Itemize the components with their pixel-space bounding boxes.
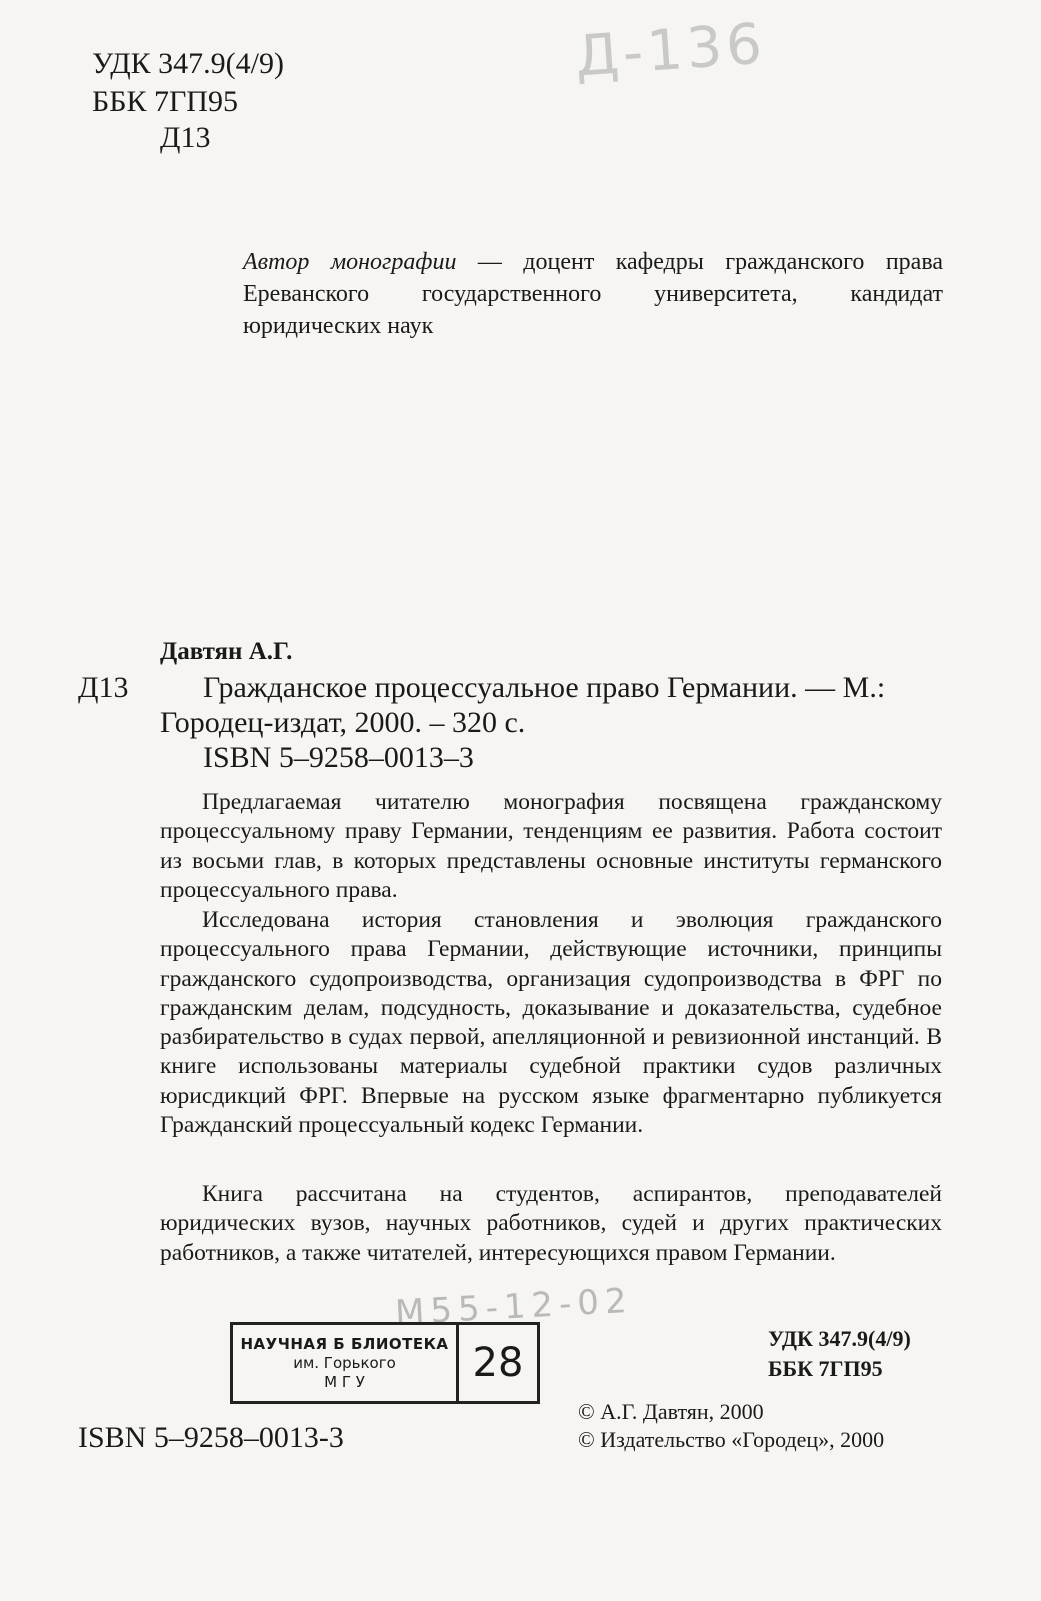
abstract-paragraph-1: Предлагаемая читателю монография посвящена гражданскому процессуальному праву Германии, тенденциям ее развития. Работа состоит из восьми глав, в которых представлены основные институты германского процессуального права. xyxy=(160,789,942,903)
stamp-line-1: НАУЧНАЯ Б БЛИОТЕКА xyxy=(240,1334,449,1353)
stamp-line-3: М Г У xyxy=(324,1372,365,1391)
udk-code: УДК 347.9(4/9) xyxy=(92,47,284,80)
citation-margin-code: Д13 xyxy=(78,671,129,704)
citation-author: Давтян А.Г. xyxy=(160,638,293,665)
abstract-paragraph-3: Книга рассчитана на студентов, аспирантов, преподавателей юридических вузов, научных работников, судей и других практических работников, а также читателей, интересующихся правом Германии. xyxy=(160,1181,942,1266)
bbk-code: ББК 7ГП95 xyxy=(92,85,238,118)
citation-title-line1: Гражданское процессуальное право Германии. — М.: xyxy=(203,671,886,704)
author-note-lead: Автор монографии xyxy=(243,249,457,275)
handwritten-shelf-mark: Д-136 xyxy=(572,11,768,90)
footer-udk: УДК 347.9(4/9) xyxy=(768,1326,911,1351)
author-note xyxy=(243,246,943,342)
author-note-text: — доцент кафедры гражданского права Ереванского государственного университета, кандидат юридических наук xyxy=(243,249,943,339)
stamp-line-2: им. Горького xyxy=(293,1353,396,1372)
copyright-publisher: © Издательство «Городец», 2000 xyxy=(578,1427,885,1452)
library-stamp xyxy=(230,1322,540,1404)
citation-title-line2: Городец-издат, 2000. – 320 с. xyxy=(160,706,526,739)
author-mark-code: Д13 xyxy=(160,121,211,154)
footer-isbn: ISBN 5–9258–0013-3 xyxy=(78,1421,344,1454)
abstract-paragraph-2: Исследована история становления и эволюция гражданского процессуального права Германии, действующие источники, принципы гражданского судопроизводства, организация судопроизводства в ФРГ по гражданским делам, подсудность, доказывание и доказательства, судебное разбирательство в судах первой, апелляционной и ревизионной инстанций. В книге использованы материалы судебной практики судов различных юрисдикций ФРГ. Впервые на русском языке фрагментарно публикуется Гражданский процессуальный кодекс Германии. xyxy=(160,907,942,1139)
handwritten-inventory-mark: М55-12-02 xyxy=(394,1280,634,1334)
footer-bbk: ББК 7ГП95 xyxy=(768,1356,883,1381)
library-stamp-text xyxy=(233,1325,459,1401)
copyright-author: © А.Г. Давтян, 2000 xyxy=(578,1399,764,1424)
citation-isbn: ISBN 5–9258–0013–3 xyxy=(203,741,474,774)
stamp-number: 28 xyxy=(472,1340,524,1386)
